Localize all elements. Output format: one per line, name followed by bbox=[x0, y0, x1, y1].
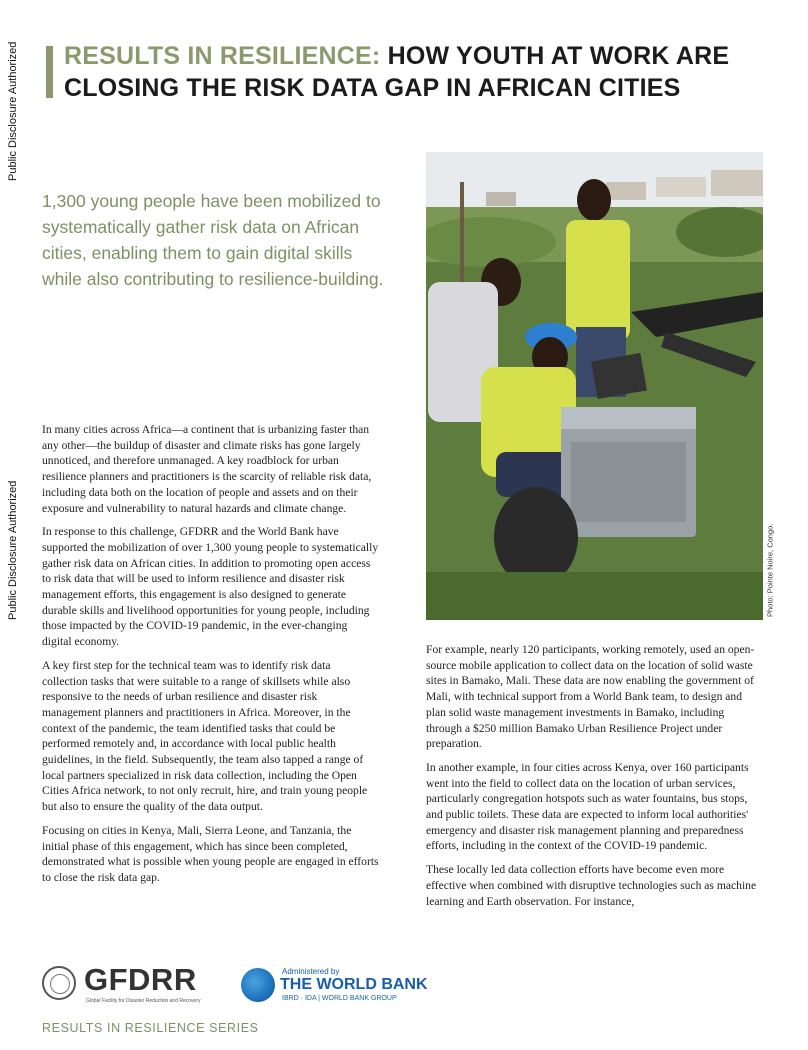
footer-logos bbox=[42, 962, 442, 1012]
gfdrr-subtitle: Global Facility for Disaster Reduction and Recovery bbox=[86, 998, 201, 1004]
world-bank-globe-icon bbox=[241, 968, 275, 1002]
title-accent-bar bbox=[46, 46, 53, 98]
lead-paragraph: 1,300 young people have been mobilized to systematically gather risk data on African cities, enabling them to gain digital skills while also contributing to resilience-building. bbox=[42, 191, 384, 289]
world-bank-logo-text: THE WORLD BANK bbox=[280, 976, 428, 993]
body-paragraph: In response to this challenge, GFDRR and the World Bank have supported the mobilization of over 1,300 young people to systematically gather risk data on African cities. In addition to promoting open access to risk data that will be used to inform resilience and disaster risk management efforts, this engagement is also designed to generate durable skills and livelihood opportunities for young people, including those impacted by the COVID-19 pandemic, in the ever-changing digital economy. bbox=[42, 525, 379, 649]
body-paragraph: In many cities across Africa—a continent that is urbanizing faster than any other—the buildup of disaster and climate risks has gone largely unnoticed, and therefore unmanaged. A key roadblock for urban resilience planners and practitioners is the scarcity of reliable risk data, including data both on the location of people and assets and on their exposure and vulnerability to natural hazards and climate change. bbox=[42, 423, 372, 515]
body-paragraph: These locally led data collection efforts have become even more effective when combined with disruptive technologies such as machine learning and Earth observation. For instance, bbox=[426, 863, 757, 908]
field-photo bbox=[426, 152, 763, 620]
photo-credit: Photo: Pointe Noire, Congo. bbox=[765, 523, 775, 617]
disclosure-label: Public Disclosure Authorized bbox=[7, 41, 19, 181]
body-paragraph: A key first step for the technical team was to identify risk data collection tasks that were suitable to a range of skillsets while also responsive to the needs of urban resilience and disaster risk management planners and practitioners in Africa. Moreover, in the context of the pandemic, the team identified tasks that could be performed remotely and, in accordance with local public health guidelines, in the field. Subsequently, the team also tapped a range of local partners specialized in risk data collection, including the Open Cities Africa network, to not only recruit, hire, and train young people but also to ensure the quality of the data output. bbox=[42, 658, 368, 814]
body-paragraph: For example, nearly 120 participants, working remotely, used an open-source mobile application to collect data on the location of solid waste sites in Bamako, Mali. These data are now enabling the government of Mali, with technical support from a World Bank team, to design and plan solid waste management investments in Bamako, including through a $250 million Bamako Urban Resilience Project under preparation. bbox=[426, 643, 755, 751]
title-rest: HOW YOUTH AT WORK ARE CLOSING THE RISK DATA GAP IN AFRICAN CITIES bbox=[64, 42, 730, 102]
administered-by-label: Administered by bbox=[282, 967, 340, 976]
body-paragraph: In another example, in four cities across Kenya, over 160 participants went into the field to collect data on the location of urban services, particularly congregation hotspots such as water fountains, bus stops, and public toilets. These data are expected to inform local authorities' emergency and disaster risk management planning and preparedness efforts, including in the context of the COVID-19 pandemic. bbox=[426, 760, 749, 853]
page-title bbox=[64, 40, 764, 104]
series-label: RESULTS IN RESILIENCE SERIES bbox=[42, 1021, 259, 1035]
disclosure-label: Public Disclosure Authorized bbox=[7, 480, 19, 620]
body-column-left bbox=[42, 422, 379, 894]
field-photo-illustration bbox=[426, 152, 763, 620]
body-column-right bbox=[426, 642, 763, 917]
gfdrr-seal-icon bbox=[42, 966, 76, 1000]
world-bank-subtitle: IBRD · IDA | WORLD BANK GROUP bbox=[282, 995, 397, 1002]
body-paragraph: Focusing on cities in Kenya, Mali, Sierra Leone, and Tanzania, the initial phase of this engagement, which has since been completed, demonstrated what is possible when young people are engaged in efforts to close the risk data gap. bbox=[42, 823, 379, 884]
gfdrr-logo-text: GFDRR bbox=[84, 962, 197, 997]
title-accent: RESULTS IN RESILIENCE: bbox=[64, 42, 381, 70]
